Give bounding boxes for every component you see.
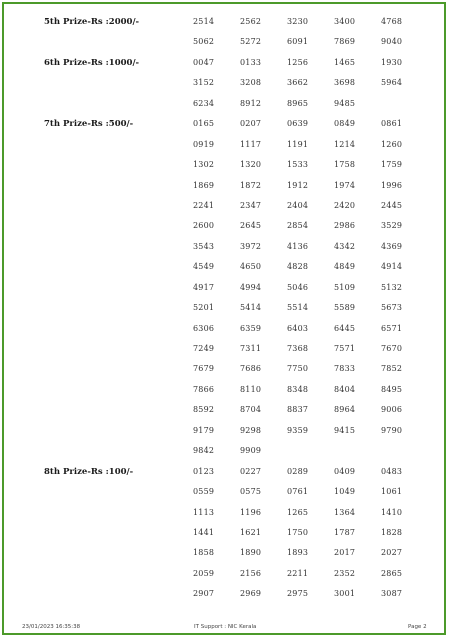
ticket-number: 5414: [240, 303, 262, 313]
ticket-number: 1890: [240, 548, 262, 558]
footer-page-number: Page 2: [408, 624, 427, 630]
ticket-number: 3662: [287, 78, 309, 88]
prize-label: 8th Prize-Rs :100/-: [44, 466, 134, 477]
ticket-number: 1465: [334, 57, 356, 67]
page-border: [2, 2, 446, 635]
ticket-number: 6571: [381, 323, 403, 333]
ticket-number: 0227: [240, 466, 262, 476]
ticket-number: 9179: [193, 425, 215, 435]
ticket-number: 1621: [240, 528, 262, 537]
ticket-number: 3543: [193, 241, 215, 251]
ticket-number: 4914: [381, 262, 403, 272]
ticket-number: 1912: [287, 180, 309, 190]
ticket-number: 8592: [193, 405, 215, 415]
ticket-number: 0409: [334, 466, 356, 476]
ticket-number: 4549: [193, 262, 215, 272]
ticket-number: 0919: [193, 139, 215, 149]
ticket-number: 3529: [381, 221, 403, 231]
ticket-number: 2017: [334, 548, 356, 558]
ticket-number: 2562: [240, 17, 262, 26]
ticket-number: 3972: [240, 241, 262, 251]
ticket-number: 6403: [287, 323, 309, 333]
ticket-number: 1974: [334, 180, 356, 190]
ticket-number: 2645: [240, 221, 262, 231]
ticket-number: 3001: [334, 589, 356, 599]
ticket-number: 2347: [240, 200, 262, 210]
ticket-number: 5272: [240, 37, 262, 47]
ticket-number: 7750: [287, 364, 309, 374]
ticket-number: 8965: [287, 98, 309, 108]
ticket-number: 2975: [287, 589, 309, 599]
ticket-number: 2600: [193, 221, 215, 231]
ticket-number: 9040: [381, 37, 403, 47]
ticket-number: 8704: [240, 405, 262, 415]
ticket-number: 1869: [193, 180, 215, 190]
ticket-number: 0165: [193, 119, 215, 129]
ticket-number: 3698: [334, 78, 356, 88]
ticket-number: 6234: [193, 98, 215, 108]
ticket-number: 6445: [334, 323, 356, 333]
ticket-number: 2445: [381, 200, 403, 210]
ticket-number: 1117: [240, 139, 262, 149]
ticket-number: 7670: [381, 344, 403, 354]
ticket-number: 1533: [287, 160, 309, 170]
footer-support: IT Support : NIC Kerala: [194, 624, 257, 630]
prize-label: 7th Prize-Rs :500/-: [44, 119, 134, 130]
ticket-number: 0849: [334, 119, 356, 129]
ticket-number: 8837: [287, 405, 309, 415]
ticket-number: 1214: [334, 139, 356, 149]
ticket-number: 1758: [334, 160, 356, 170]
ticket-number: 1441: [193, 528, 215, 537]
ticket-number: 1410: [381, 507, 403, 517]
ticket-number: 9790: [381, 425, 403, 435]
ticket-number: 5062: [193, 37, 215, 47]
ticket-number: 0289: [287, 466, 309, 476]
ticket-number: 2907: [193, 589, 215, 599]
ticket-number: 1260: [381, 139, 403, 149]
ticket-number: 3230: [287, 17, 309, 26]
ticket-number: 7311: [240, 344, 262, 354]
ticket-number: 2156: [240, 568, 262, 578]
ticket-number: 0861: [381, 119, 403, 129]
ticket-number: 2241: [193, 200, 215, 210]
ticket-number: 1256: [287, 57, 309, 67]
ticket-number: 4917: [193, 282, 215, 292]
ticket-number: 5964: [381, 78, 403, 88]
ticket-number: 5109: [334, 282, 356, 292]
ticket-number: 0639: [287, 119, 309, 129]
ticket-number: 0133: [240, 57, 262, 67]
ticket-number: 0761: [287, 487, 309, 497]
ticket-number: 1302: [193, 160, 215, 170]
prize-label: 5th Prize-Rs :2000/-: [44, 17, 140, 27]
ticket-number: 2854: [287, 221, 309, 231]
ticket-number: 7686: [240, 364, 262, 374]
ticket-number: 1787: [334, 528, 356, 537]
ticket-number: 4342: [334, 241, 356, 251]
ticket-number: 6306: [193, 323, 215, 333]
ticket-number: 9006: [381, 405, 403, 415]
ticket-number: 7833: [334, 364, 356, 374]
ticket-number: 1265: [287, 507, 309, 517]
ticket-number: 7869: [334, 37, 356, 47]
ticket-number: 2404: [287, 200, 309, 210]
ticket-number: 7679: [193, 364, 215, 374]
ticket-number: 4650: [240, 262, 262, 272]
ticket-number: 0123: [193, 466, 215, 476]
ticket-number: 4369: [381, 241, 403, 251]
ticket-number: 5201: [193, 303, 215, 313]
ticket-number: 4849: [334, 262, 356, 272]
ticket-number: 0559: [193, 487, 215, 497]
ticket-number: 1049: [334, 487, 356, 497]
ticket-number: 1996: [381, 180, 403, 190]
ticket-number: 2986: [334, 221, 356, 231]
ticket-number: 4828: [287, 262, 309, 272]
ticket-number: 3087: [381, 589, 403, 599]
ticket-number: 7571: [334, 344, 356, 354]
ticket-number: 1759: [381, 160, 403, 170]
ticket-number: 2420: [334, 200, 356, 210]
ticket-number: 2027: [381, 548, 403, 558]
ticket-number: 7368: [287, 344, 309, 354]
ticket-number: 2352: [334, 568, 356, 578]
ticket-number: 9909: [240, 446, 262, 456]
ticket-number: 8348: [287, 384, 309, 394]
ticket-number: 9298: [240, 425, 262, 435]
ticket-number: 2211: [287, 568, 309, 578]
ticket-number: 1930: [381, 57, 403, 67]
ticket-number: 1196: [240, 507, 262, 517]
ticket-number: 7866: [193, 384, 215, 394]
ticket-number: 6091: [287, 37, 309, 47]
ticket-number: 1364: [334, 507, 356, 517]
ticket-number: 5673: [381, 303, 403, 313]
ticket-number: 8912: [240, 98, 262, 108]
ticket-number: 0483: [381, 466, 403, 476]
ticket-number: 2059: [193, 568, 215, 578]
ticket-number: 9415: [334, 425, 356, 435]
ticket-number: 1858: [193, 548, 215, 558]
ticket-number: 8404: [334, 384, 356, 394]
footer-timestamp: 23/01/2023 16:35:38: [22, 624, 81, 630]
ticket-number: 3152: [193, 78, 215, 88]
ticket-number: 4994: [240, 282, 262, 292]
ticket-number: 1750: [287, 528, 309, 537]
ticket-number: 9485: [334, 98, 356, 108]
ticket-number: 1061: [381, 487, 403, 497]
ticket-number: 9842: [193, 446, 215, 456]
ticket-number: 9359: [287, 425, 309, 435]
ticket-number: 8964: [334, 405, 356, 415]
ticket-number: 5589: [334, 303, 356, 313]
ticket-number: 1113: [193, 507, 215, 517]
ticket-number: 1893: [287, 548, 309, 558]
ticket-number: 4768: [381, 17, 403, 26]
prize-label: 6th Prize-Rs :1000/-: [44, 57, 140, 68]
ticket-number: 6359: [240, 323, 262, 333]
ticket-number: 5514: [287, 303, 309, 313]
ticket-number: 1828: [381, 528, 403, 537]
ticket-number: 2865: [381, 568, 403, 578]
ticket-number: 0207: [240, 119, 262, 129]
ticket-number: 7249: [193, 344, 215, 354]
ticket-number: 3208: [240, 78, 262, 88]
ticket-number: 7852: [381, 364, 403, 374]
ticket-number: 5132: [381, 282, 403, 292]
ticket-number: 8495: [381, 384, 403, 394]
ticket-number: 1320: [240, 160, 262, 170]
ticket-number: 2969: [240, 589, 262, 599]
ticket-number: 1872: [240, 180, 262, 190]
ticket-number: 5046: [287, 282, 309, 292]
ticket-number: 8110: [240, 384, 262, 394]
ticket-number: 0575: [240, 487, 262, 497]
ticket-number: 0047: [193, 57, 215, 67]
ticket-number: 1191: [287, 139, 309, 149]
ticket-number: 3400: [334, 17, 356, 26]
ticket-number: 2514: [193, 17, 215, 26]
ticket-number: 4136: [287, 241, 309, 251]
